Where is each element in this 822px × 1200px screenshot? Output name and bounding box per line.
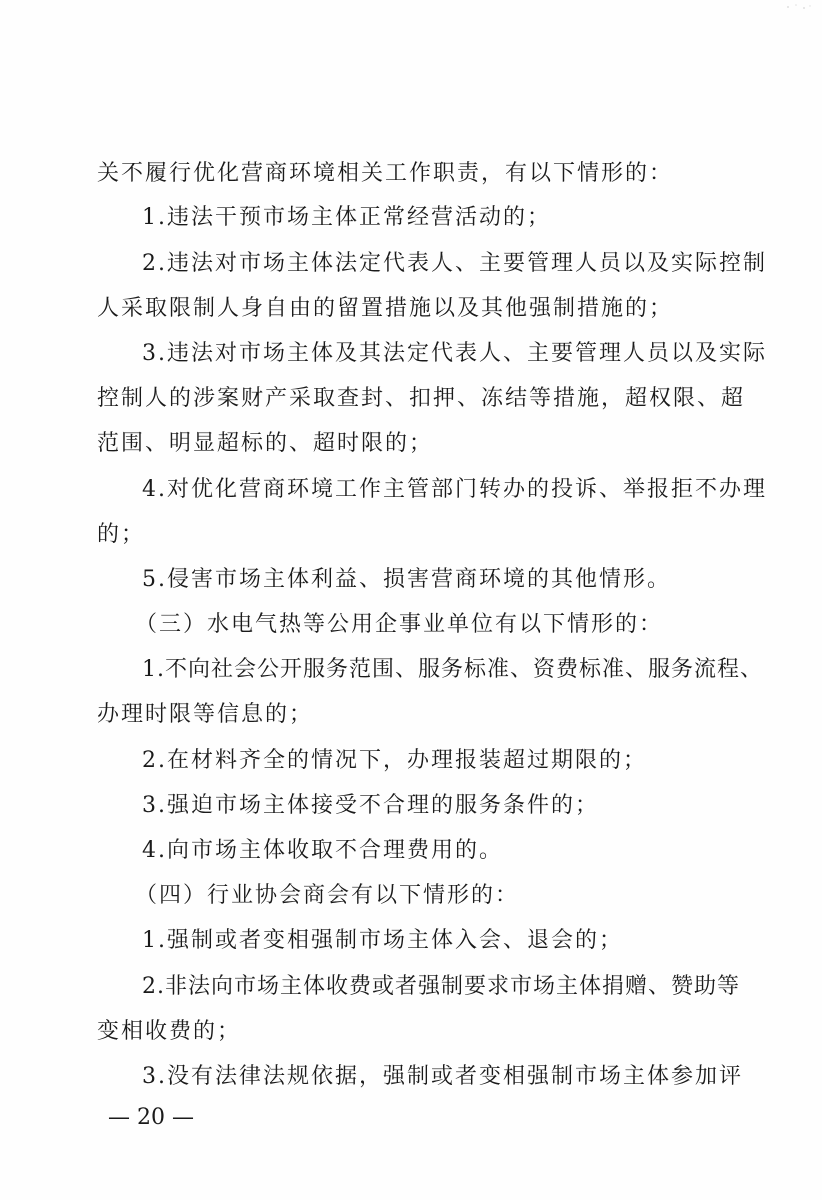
text-line: 控制人的涉案财产采取查封、扣押、冻结等措施，超权限、超 xyxy=(97,386,746,411)
text-line: 3.强迫市场主体接受不合理的服务条件的； xyxy=(142,793,599,818)
text-line: 5.侵害市场主体利益、损害营商环境的其他情形。 xyxy=(142,567,671,592)
text-line: 2.违法对市场主体法定代表人、主要管理人员以及实际控制 xyxy=(142,251,767,276)
scan-artifact xyxy=(784,2,814,12)
text-line: 3.违法对市场主体及其法定代表人、主要管理人员以及实际 xyxy=(142,341,767,366)
text-line: 办理时限等信息的； xyxy=(97,702,314,727)
text-line: 4.向市场主体收取不合理费用的。 xyxy=(142,838,503,863)
text-line: 1.不向社会公开服务范围、服务标准、资费标准、服务流程、 xyxy=(142,657,763,682)
text-line: 4.对优化营商环境工作主管部门转办的投诉、举报拒不办理 xyxy=(142,477,767,502)
text-line: （三）水电气热等公用企事业单位有以下情形的： xyxy=(135,612,664,637)
text-line: 2.在材料齐全的情况下，办理报装超过期限的； xyxy=(142,748,647,773)
page-number: — 20 — xyxy=(108,1105,194,1130)
text-line: 关不履行优化营商环境相关工作职责，有以下情形的： xyxy=(97,161,674,186)
text-line: 人采取限制人身自由的留置措施以及其他强制措施的； xyxy=(97,296,674,321)
text-line: 范围、明显超标的、超时限的； xyxy=(97,431,434,456)
text-line: 3.没有法律法规依据，强制或者变相强制市场主体参加评 xyxy=(142,1064,743,1089)
text-line: 2.非法向市场主体收费或者强制要求市场主体捐赠、赞助等 xyxy=(142,974,740,999)
text-line: 1.强制或者变相强制市场主体入会、退会的； xyxy=(142,928,623,953)
text-line: 的； xyxy=(97,522,146,547)
text-line: 1.违法干预市场主体正常经营活动的； xyxy=(142,205,551,230)
text-line: （四）行业协会商会有以下情形的： xyxy=(135,883,520,908)
text-line: 变相收费的； xyxy=(97,1019,242,1044)
